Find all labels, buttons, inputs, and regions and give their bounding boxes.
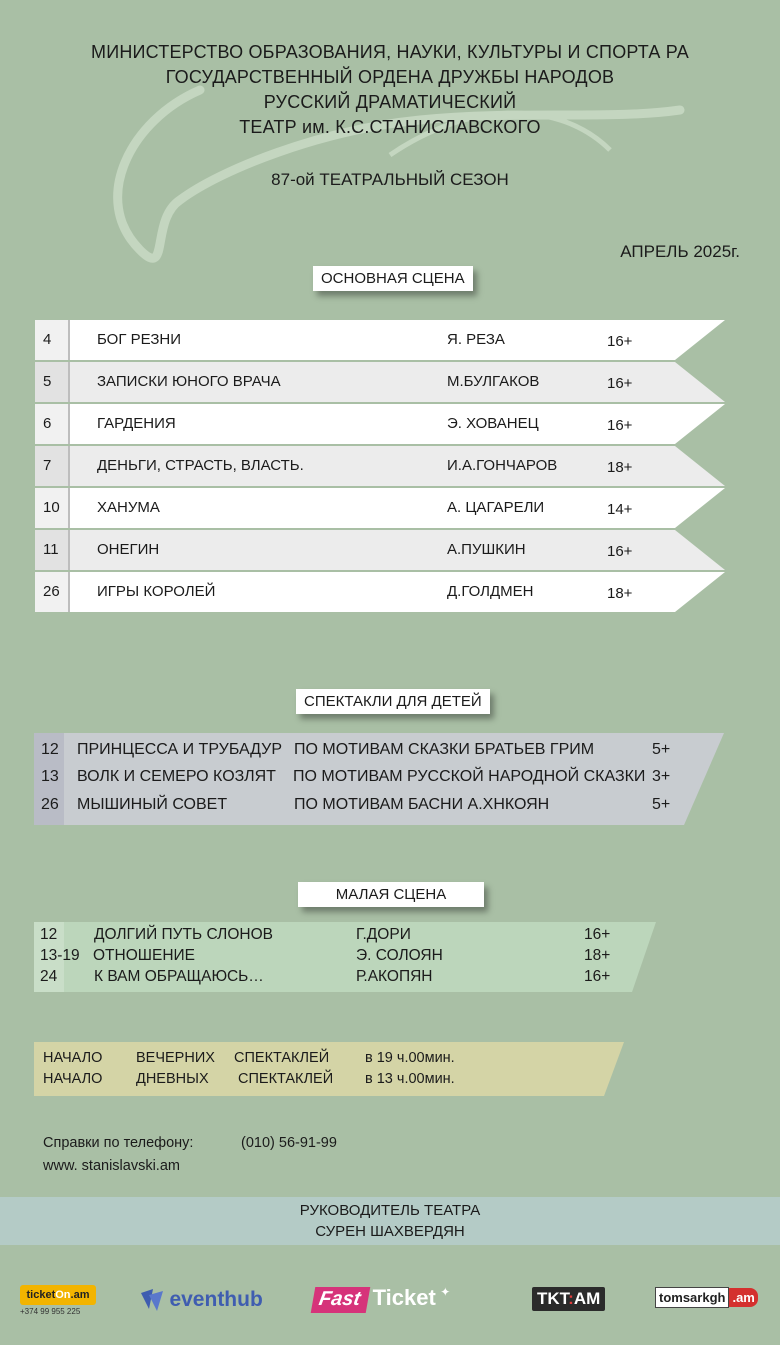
tomsarkgh-logo-text: tomsarkgh [655, 1287, 729, 1308]
row-age: 16+ [607, 417, 633, 434]
main-row [35, 404, 725, 444]
eventhub-logo-text: eventhub [169, 1288, 263, 1311]
tkt-am-logo-part: AM [573, 1289, 601, 1308]
row-author: А.ПУШКИН [447, 541, 526, 558]
main-row [35, 572, 725, 612]
theatre-name-line: ТЕАТР им. К.С.СТАНИСЛАВСКОГО [239, 117, 541, 137]
tomsarkgh-logo-am: .am [729, 1288, 757, 1307]
main-row [35, 488, 725, 528]
main-row [35, 530, 725, 570]
phone-label: Справки по телефону: [43, 1135, 194, 1151]
fast-logo-part: Fast [311, 1287, 371, 1313]
row-day: 12 [40, 926, 58, 943]
row-age: 16+ [584, 968, 611, 985]
row-age: 16+ [607, 375, 633, 392]
eventhub-logo[interactable] [139, 1287, 263, 1313]
children-label: СПЕКТАКЛИ ДЛЯ ДЕТЕЙ [296, 689, 490, 714]
row-author: Д.ГОЛДМЕН [447, 583, 534, 600]
theatre-type-line: РУССКИЙ ДРАМАТИЧЕСКИЙ [263, 92, 517, 112]
row-title: ОНЕГИН [97, 541, 160, 558]
fastticket-logo[interactable] [313, 1285, 450, 1313]
ticketon-logo-part-a: ticket [26, 1289, 56, 1301]
ministry-line: МИНИСТЕРСТВО ОБРАЗОВАНИЯ, НАУКИ, КУЛЬТУРЫ И СПОРТА РА [91, 42, 689, 62]
tkt-logo-part: TKT [537, 1289, 569, 1308]
tomsarkgh-logo[interactable] [655, 1287, 758, 1308]
row-day: 26 [43, 583, 60, 600]
row-age: 18+ [607, 459, 633, 476]
row-author: Р.АКОПЯН [356, 968, 433, 985]
row-age: 5+ [652, 796, 671, 813]
ticket-logo-part: Ticket [372, 1285, 436, 1310]
spark-icon: ✦ [440, 1285, 451, 1299]
row-title: К ВАМ ОБРАЩАЮСЬ… [94, 968, 264, 985]
main-row [35, 320, 725, 360]
row-day: 12 [41, 741, 59, 758]
row-author: Э. СОЛОЯН [356, 947, 443, 964]
time-value: в 13 ч.00мин. [365, 1071, 455, 1087]
row-title: ДЕНЬГИ, СТРАСТЬ, ВЛАСТЬ. [97, 457, 304, 474]
director-name: СУРЕН ШАХВЕРДЯН [315, 1223, 465, 1240]
tkt-separator-icon: : [568, 1289, 574, 1308]
time-word-kind: ДНЕВНЫХ [136, 1071, 209, 1087]
row-source: ПО МОТИВАМ БАСНИ А.ХНКОЯН [294, 796, 550, 813]
main-row [35, 362, 725, 402]
phone-number[interactable]: (010) 56-91-99 [241, 1135, 337, 1151]
row-author: Г.ДОРИ [356, 926, 411, 943]
director-band [0, 1197, 780, 1245]
row-source: ПО МОТИВАМ СКАЗКИ БРАТЬЕВ ГРИМ [294, 741, 595, 758]
ticketon-phone: +374 99 955 225 [20, 1307, 81, 1316]
row-author: А. ЦАГАРЕЛИ [447, 499, 545, 516]
row-day: 6 [43, 415, 52, 432]
row-title: ПРИНЦЕССА И ТРУБАДУР [77, 741, 283, 758]
row-author: И.А.ГОНЧАРОВ [447, 457, 558, 474]
row-title: ГАРДЕНИЯ [97, 415, 176, 432]
row-age: 14+ [607, 501, 633, 518]
row-age: 18+ [584, 947, 611, 964]
row-day: 24 [40, 968, 58, 985]
main-stage-label: ОСНОВНАЯ СЦЕНА [313, 266, 473, 291]
website-link[interactable]: www. stanislavski.am [43, 1158, 180, 1174]
row-day: 13 [41, 768, 59, 785]
row-day: 13-19 [40, 947, 80, 964]
row-author: Э. ХОВАНЕЦ [447, 415, 539, 432]
time-word-shows: СПЕКТАКЛЕЙ [234, 1050, 330, 1066]
row-age: 16+ [607, 333, 633, 350]
time-word-shows: СПЕКТАКЛЕЙ [238, 1071, 334, 1087]
small-stage-label: МАЛАЯ СЦЕНА [298, 882, 484, 907]
row-title: МЫШИНЫЙ СОВЕТ [77, 796, 228, 813]
time-word-start: НАЧАЛО [43, 1050, 103, 1066]
row-day: 5 [43, 373, 52, 390]
time-word-start: НАЧАЛО [43, 1071, 103, 1087]
row-title: ХАНУМА [97, 499, 160, 516]
time-word-kind: ВЕЧЕРНИХ [136, 1050, 215, 1066]
row-age: 5+ [652, 741, 671, 758]
tktam-logo[interactable] [532, 1287, 605, 1311]
eventhub-icon [139, 1287, 165, 1313]
month-label: АПРЕЛЬ 2025г. [620, 242, 740, 261]
row-title: ЗАПИСКИ ЮНОГО ВРАЧА [97, 373, 281, 390]
row-day: 4 [43, 331, 52, 348]
row-day: 10 [43, 499, 60, 516]
row-title: ВОЛК И СЕМЕРО КОЗЛЯТ [77, 768, 276, 785]
row-day: 26 [41, 796, 59, 813]
ticketon-logo-part-b: On [55, 1289, 71, 1301]
row-title: ДОЛГИЙ ПУТЬ СЛОНОВ [94, 926, 273, 943]
season-title: 87-ой ТЕАТРАЛЬНЫЙ СЕЗОН [271, 170, 509, 189]
state-order-line: ГОСУДАРСТВЕННЫЙ ОРДЕНА ДРУЖБЫ НАРОДОВ [165, 67, 615, 87]
row-author: Я. РЕЗА [447, 331, 505, 348]
row-title: БОГ РЕЗНИ [97, 331, 181, 348]
main-row [35, 446, 725, 486]
row-age: 16+ [607, 543, 633, 560]
row-title: ИГРЫ КОРОЛЕЙ [97, 583, 216, 600]
row-age: 18+ [607, 585, 633, 602]
row-day: 11 [43, 541, 59, 558]
row-age: 16+ [584, 926, 611, 943]
ticketon-logo-part-c: .am [70, 1289, 90, 1301]
ticketon-logo[interactable] [20, 1285, 96, 1305]
row-author: М.БУЛГАКОВ [447, 373, 540, 390]
row-source: ПО МОТИВАМ РУССКОЙ НАРОДНОЙ СКАЗКИ [293, 768, 646, 785]
director-title: РУКОВОДИТЕЛЬ ТЕАТРА [299, 1202, 481, 1219]
row-age: 3+ [652, 768, 671, 785]
row-day: 7 [43, 457, 52, 474]
row-title: ОТНОШЕНИЕ [93, 947, 195, 964]
time-value: в 19 ч.00мин. [365, 1050, 455, 1066]
